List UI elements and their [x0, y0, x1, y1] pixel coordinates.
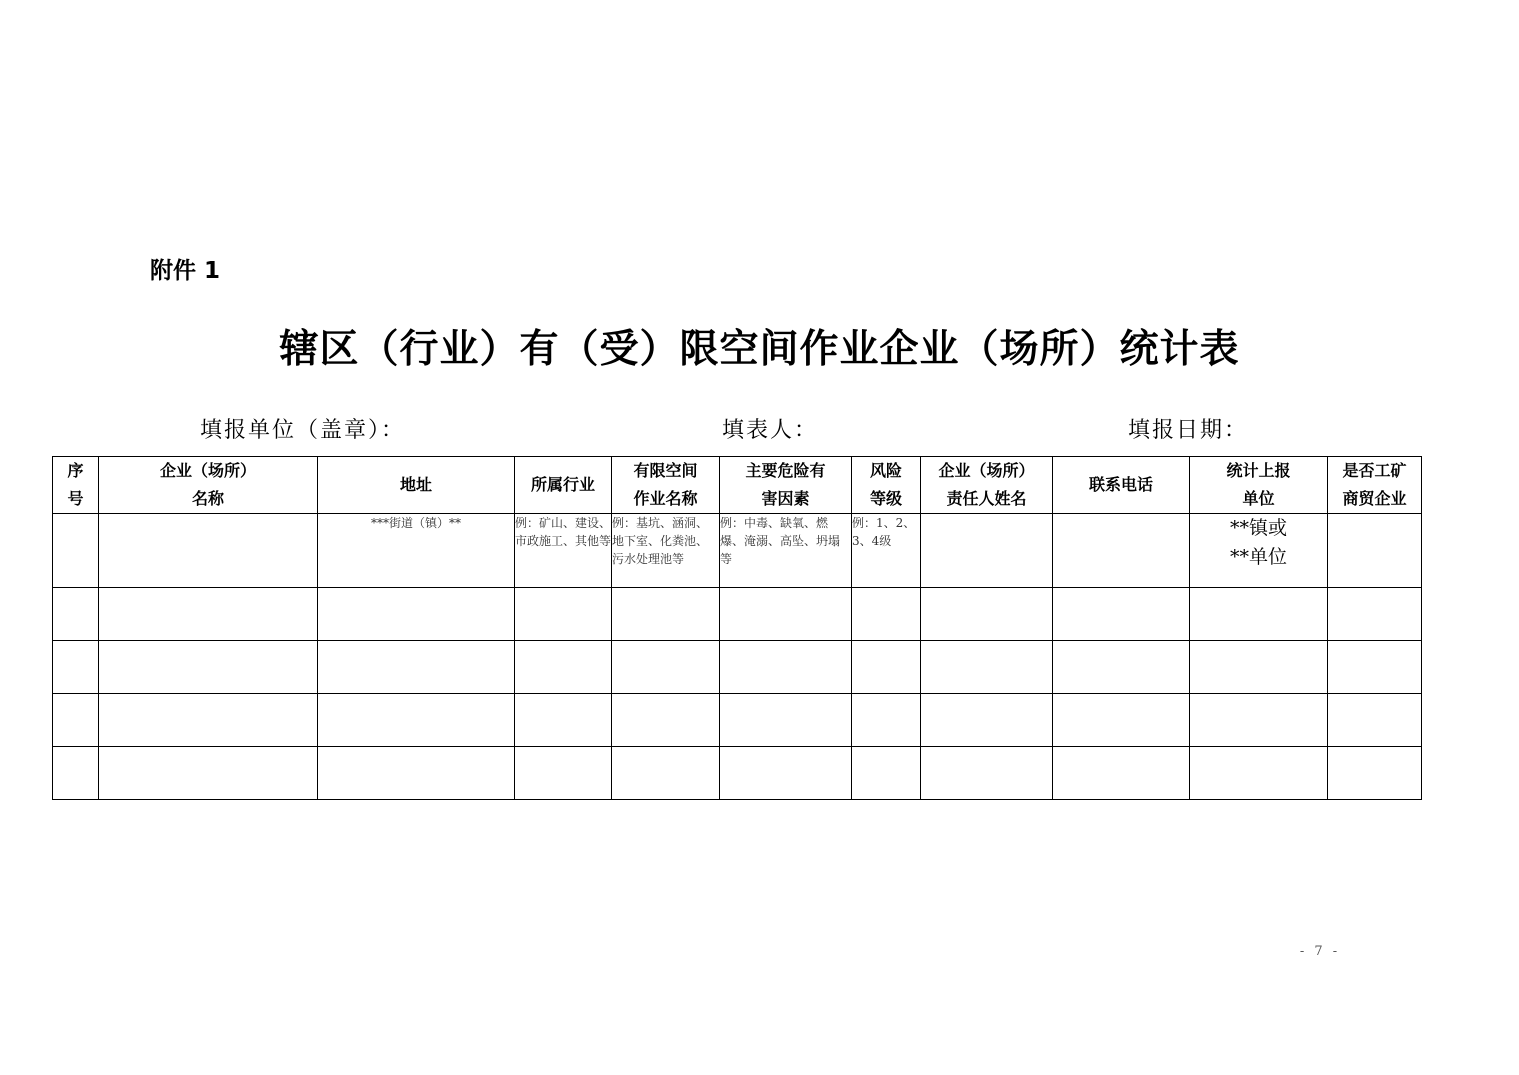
- example-industry: 例：矿山、建设、市政施工、其他等: [515, 514, 612, 588]
- header-industry: 所属行业: [515, 457, 612, 514]
- table-cell: [612, 694, 720, 747]
- table-cell: [852, 694, 921, 747]
- header-risk-level: 风险 等级: [852, 457, 921, 514]
- attachment-label: 附件 1: [150, 258, 221, 284]
- table-cell: [318, 694, 515, 747]
- example-space-name: 例：基坑、涵洞、地下室、化粪池、污水处理池等: [612, 514, 720, 588]
- table-cell: [1053, 588, 1190, 641]
- example-row: [53, 514, 1422, 588]
- table-cell: [318, 641, 515, 694]
- table-cell: [1190, 694, 1328, 747]
- table-cell: [99, 694, 318, 747]
- table-cell: [921, 747, 1053, 800]
- table-cell: [53, 641, 99, 694]
- header-address: 地址: [318, 457, 515, 514]
- table-cell: [1328, 641, 1422, 694]
- table-row: [53, 641, 1422, 694]
- example-report-unit: **镇或 **单位: [1190, 514, 1328, 588]
- header-seq: 序 号: [53, 457, 99, 514]
- header-hazards: 主要危险有 害因素: [720, 457, 852, 514]
- table-cell: [1328, 514, 1422, 588]
- table-cell: [99, 747, 318, 800]
- header-space-name: 有限空间 作业名称: [612, 457, 720, 514]
- table-cell: [852, 747, 921, 800]
- table-row: [53, 694, 1422, 747]
- table-cell: [1053, 694, 1190, 747]
- header-is-industrial: 是否工矿 商贸企业: [1328, 457, 1422, 514]
- table-cell: [1190, 747, 1328, 800]
- table-cell: [852, 588, 921, 641]
- statistics-table: [52, 456, 1422, 800]
- table-cell: [53, 588, 99, 641]
- table-cell: [515, 747, 612, 800]
- table-cell: [1053, 641, 1190, 694]
- example-risk-level: 例：1、2、3、4级: [852, 514, 921, 588]
- table-cell: [1053, 747, 1190, 800]
- filler-label: 填表人：: [722, 418, 819, 443]
- table-cell: [720, 588, 852, 641]
- table-cell: [1328, 694, 1422, 747]
- table-cell: [318, 747, 515, 800]
- filling-unit-label: 填报单位（盖章）：: [200, 418, 406, 443]
- page-title: 辖区（行业）有（受）限空间作业企业（场所）统计表: [279, 326, 1240, 372]
- page-number: - 7 -: [1299, 944, 1341, 959]
- table-cell: [515, 588, 612, 641]
- table-cell: [515, 641, 612, 694]
- table-cell: [1190, 588, 1328, 641]
- table-cell: [1328, 747, 1422, 800]
- header-report-unit: 统计上报 单位: [1190, 457, 1328, 514]
- table-cell: [99, 514, 318, 588]
- table-cell: [612, 588, 720, 641]
- table-cell: [720, 641, 852, 694]
- header-company-name: 企业（场所） 名称: [99, 457, 318, 514]
- table-cell: [921, 641, 1053, 694]
- example-hazards: 例：中毒、缺氧、燃爆、淹溺、高坠、坍塌等: [720, 514, 852, 588]
- table-cell: [921, 588, 1053, 641]
- table-cell: [99, 588, 318, 641]
- filling-date-label: 填报日期：: [1128, 418, 1249, 443]
- table-cell: [53, 514, 99, 588]
- table-cell: [921, 514, 1053, 588]
- table-cell: [318, 588, 515, 641]
- table-cell: [99, 641, 318, 694]
- table-cell: [720, 747, 852, 800]
- example-address: ***街道（镇）**: [318, 514, 515, 588]
- table-cell: [1328, 588, 1422, 641]
- table-cell: [1190, 641, 1328, 694]
- table-row: [53, 747, 1422, 800]
- table-cell: [515, 694, 612, 747]
- table-cell: [921, 694, 1053, 747]
- table-cell: [1053, 514, 1190, 588]
- table-cell: [53, 694, 99, 747]
- table-cell: [720, 694, 852, 747]
- header-phone: 联系电话: [1053, 457, 1190, 514]
- header-row: [53, 457, 1422, 514]
- table-cell: [612, 747, 720, 800]
- table-cell: [852, 641, 921, 694]
- table-cell: [612, 641, 720, 694]
- header-responsible-person: 企业（场所） 责任人姓名: [921, 457, 1053, 514]
- table-cell: [53, 747, 99, 800]
- table-row: [53, 588, 1422, 641]
